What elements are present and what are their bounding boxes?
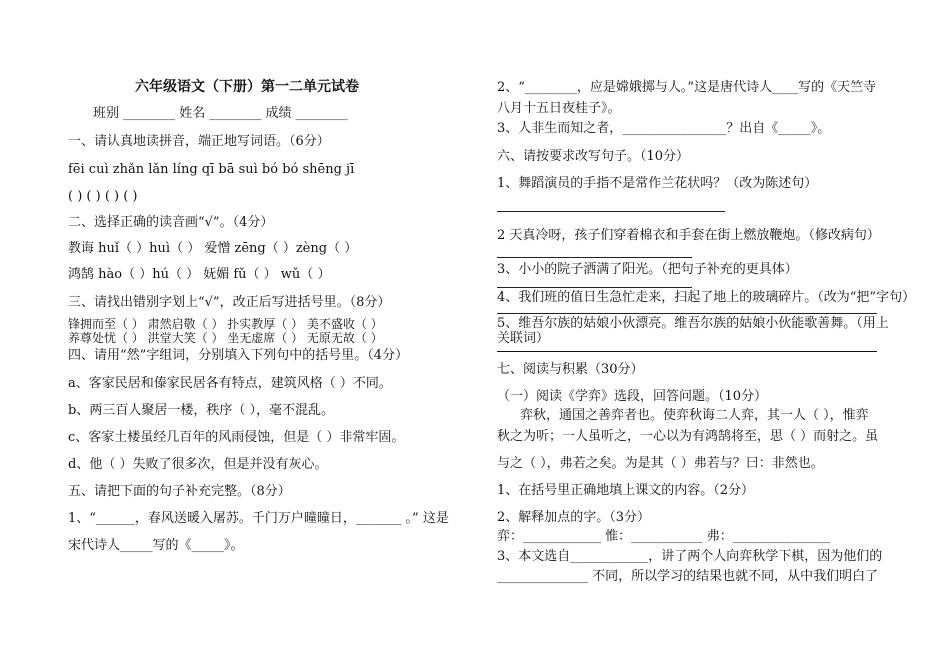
section-3-title: 三、请找出错别字划上“√”，改正后写进括号里。（8分）: [68, 295, 391, 310]
question-1: 1、在括号里正确地填上课文的内容。（2分）: [497, 483, 755, 498]
section-5-item-1-cont: 宋代诗人_____写的《_____》。: [68, 538, 244, 553]
section-6-item-5-cont: 关联词）: [497, 331, 550, 346]
question-3: 3、本文选自____________，讲了两个人向弈秋学下棋，因为他们的: [497, 549, 883, 564]
section-4-item-b: b、两三百人聚居一楼，秩序（ ），毫不混乱。: [68, 403, 334, 418]
section-6-item-4: 4、我们班的值日生急忙走来，扫起了地上的玻璃碎片。（改为“把”字句）: [497, 290, 916, 305]
section-2-row-1: 教诲 huǐ（ ）huì（ ） 爱憎 zēng（ ）zèng（ ）: [68, 241, 358, 256]
answer-line: [497, 351, 877, 352]
passage-line-2: 秋之为听；一人虽听之，一心以为有鸿鹄将至，思（ ）而射之。虽: [497, 429, 879, 444]
section-2-title: 二、选择正确的读音画“√”。（4分）: [68, 215, 274, 230]
question-2-items: 弈：____________ 惟：___________ 弗：_______________: [497, 529, 831, 544]
section-4-item-a: a、客家民居和傣家民居各有特点，建筑风格（ ）不同。: [68, 376, 392, 391]
section-1-title: 一、请认真地读拼音，端正地写词语。（6分）: [68, 134, 330, 149]
section-4-title: 四、请用“然”字组词，分别填入下列句中的括号里。（4分）: [68, 348, 409, 363]
section-2-row-2: 鸿鹄 hào（ ）hú（ ） 妩媚 fǔ（ ） wǔ（ ）: [68, 267, 331, 282]
passage-line-1: 弈秋，通国之善弈者也。使弈秋诲二人弈，其一人（ ），惟弈: [520, 408, 869, 423]
section-7-title: 七、阅读与积累（30分）: [497, 362, 644, 377]
section-3-row-1: 锋拥而至（ ） 肃然启敬（ ） 扑实教厚（ ） 美不盛收（ ）: [68, 317, 383, 331]
fill-item-2: 2、“________，应是嫦娥掷与人。”这是唐代诗人____写的《天竺寺: [497, 80, 877, 95]
answer-line: [497, 313, 877, 314]
section-3-row-2: 养尊处忧（ ） 洪堂大笑（ ） 坐无虚席（ ） 无原无故（ ）: [68, 331, 383, 345]
section-5-title: 五、请把下面的句子补充完整。（8分）: [68, 484, 291, 499]
section-4-item-c: c、客家土楼虽经几百年的风雨侵蚀，但是（ ）非常牢固。: [68, 430, 405, 445]
answer-line: [497, 287, 692, 288]
section-4-item-d: d、他（ ）失败了很多次，但是并没有灰心。: [68, 457, 328, 472]
section-6-item-1: 1、舞蹈演员的手指不是常作兰花状吗？（改为陈述句）: [497, 176, 818, 191]
section-6-title: 六、请按要求改写句子。（10分）: [497, 149, 690, 164]
section-6-item-2: 2 天真冷呀，孩子们穿着棉衣和手套在街上燃放鞭炮。（修改病句）: [497, 228, 880, 243]
question-2: 2、解释加点的字。（3分）: [497, 510, 651, 525]
answer-line: [497, 211, 725, 212]
fill-item-2-cont: 八月十五日夜桂子》。: [497, 101, 621, 116]
section-1-pinyin: fēi cuì zhǎn lǎn líng qī bā suì bó bó shēng jī: [68, 162, 355, 177]
section-6-item-5: 5、维吾尔族的姑娘小伙漂亮。维吾尔族的姑娘小伙能歌善舞。（用上: [497, 316, 889, 331]
passage-line-3: 与之（ ），弗若之矣。为是其（ ）弗若与？曰：非然也。: [497, 456, 824, 471]
exam-title: 六年级语文（下册）第一二单元试卷: [135, 79, 359, 95]
answer-line: [497, 257, 692, 258]
section-6-item-3: 3、小小的院子洒满了阳光。（把句子补充的更具体）: [497, 262, 798, 277]
section-1-answer-brackets: ( ) ( ) ( ) ( ): [68, 189, 138, 204]
section-5-item-1: 1、“______，春风送暖入屠苏。千门万户曈曈日，_______ 。” 这是: [68, 511, 449, 526]
student-info-line: 班别 ________ 姓名 ________ 成绩 ________: [93, 106, 348, 121]
fill-item-3: 3、人非生而知之者，________________？出自《_____》。: [497, 121, 831, 136]
reading-subtitle: （一）阅读《学弈》选段，回答问题。（10分）: [497, 389, 768, 404]
question-3-cont: ______________ 不同，所以学习的结果也就不同，从中我们明白了: [497, 569, 879, 584]
